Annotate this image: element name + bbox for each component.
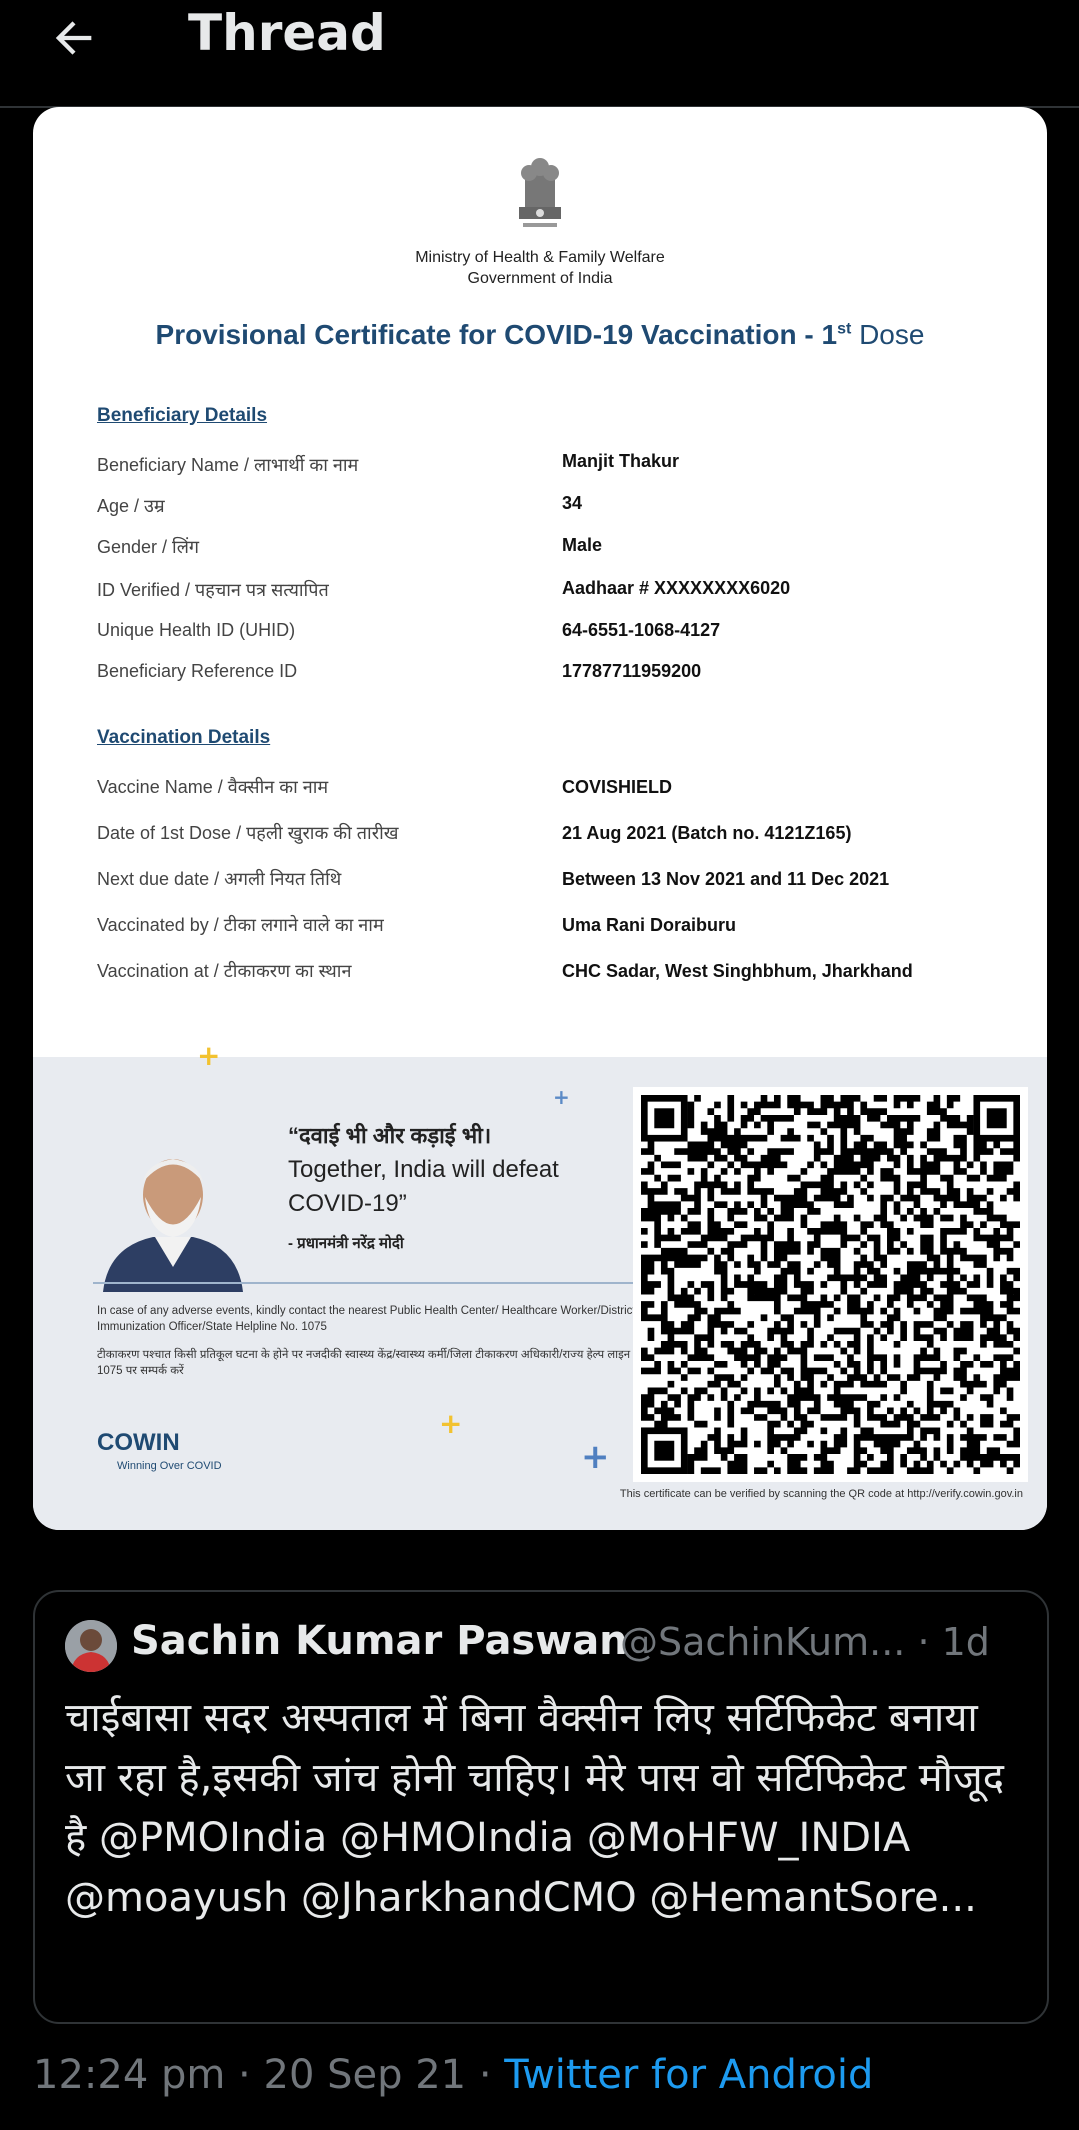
detail-value: 17787711959200 [562, 661, 702, 681]
verify-note: This certificate can be verified by scanning the QR code at http://verify.cowin.gov.in [619, 1488, 1023, 1500]
detail-value: Aadhaar # XXXXXXXX6020 [562, 578, 791, 598]
pm-portrait-icon [93, 1137, 253, 1292]
detail-value: Uma Rani Doraiburu [562, 915, 737, 935]
certificate-image[interactable] [33, 107, 1047, 1530]
back-arrow-icon[interactable] [48, 12, 100, 64]
detail-label: Date of 1st Dose / पहली खुराक की तारीख [97, 823, 399, 843]
quoted-tweet-text: चाईबासा सदर अस्पताल में बिना वैक्सीन लिए सर्टिफिकेट बनाया जा रहा है,इसकी जांच होनी चाहिए। मेरे पास वो सर्टिफिकेट मौजूद है @PMOIndia @HMOIndia @MoHFW_INDIA @moayush @JharkhandCMO @HemantSore... [65, 1695, 1004, 1921]
cowin-logo: COWIN [97, 1429, 180, 1456]
qr-code-icon[interactable] [633, 1087, 1028, 1482]
detail-label: Vaccinated by / टीका लगाने वाले का नाम [97, 915, 384, 935]
quote-signature: - प्रधानमंत्री नरेंद्र मोदी [288, 1235, 404, 1252]
avatar[interactable] [65, 1620, 117, 1672]
national-emblem-icon [505, 147, 575, 237]
detail-label: ID Verified / पहचान पत्र सत्यापित [97, 580, 329, 600]
government-line: Government of India [467, 270, 613, 287]
detail-label: Vaccination at / टीकाकरण का स्थान [97, 961, 352, 981]
detail-label: Next due date / अगली नियत तिथि [97, 869, 342, 889]
detail-label: Beneficiary Name / लाभार्थी का नाम [97, 455, 359, 475]
top-bar [0, 0, 1079, 108]
tweet-source-link[interactable]: Twitter for Android [504, 2052, 874, 2098]
helpline-hindi: टीकाकरण पश्चात किसी प्रतिकूल घटना के होने पर नजदीकी स्वास्थ्य केंद्र/स्वास्थ्य कर्मी/जिला टीकाकरण अधिकारी/राज्य हेल्प लाइन 1075 पर सम्पर्क करें [97, 1349, 631, 1377]
plus-decoration-icon: + [439, 1407, 463, 1440]
detail-value: 64-6551-1068-4127 [562, 620, 721, 640]
cowin-tagline: Winning Over COVID [117, 1460, 222, 1472]
page-title: Thread [188, 4, 386, 62]
quote-hindi: “दवाई भी और कड़ाई भी। [288, 1123, 492, 1148]
quoted-tweet[interactable] [33, 1590, 1049, 2024]
plus-decoration-icon: + [553, 1085, 570, 1109]
plus-decoration-icon: + [581, 1437, 610, 1477]
detail-value: COVISHIELD [562, 777, 673, 797]
tweet-meta [33, 2052, 873, 2098]
detail-value: CHC Sadar, West Singhbhum, Jharkhand [562, 961, 913, 981]
detail-value: Manjit Thakur [562, 451, 680, 471]
quoted-author-name[interactable]: Sachin Kumar Paswan [131, 1618, 628, 1664]
quote-english: Together, India will defeat COVID-19” [288, 1156, 559, 1217]
footer-divider [93, 1282, 653, 1284]
detail-value: 34 [562, 493, 583, 513]
ministry-line: Ministry of Health & Family Welfare [415, 249, 665, 266]
beneficiary-heading: Beneficiary Details [97, 405, 268, 426]
detail-label: Vaccine Name / वैक्सीन का नाम [97, 777, 329, 797]
quoted-author-handle: @SachinKum... · 1d [620, 1620, 990, 1664]
detail-label: Beneficiary Reference ID [97, 661, 298, 681]
detail-value: Male [562, 535, 603, 555]
tweet-timestamp: 12:24 pm · 20 Sep 21 · [33, 2052, 505, 2098]
detail-value: Between 13 Nov 2021 and 11 Dec 2021 [562, 869, 890, 889]
detail-value: 21 Aug 2021 (Batch no. 4121Z165) [562, 823, 852, 843]
detail-label: Gender / लिंग [97, 537, 200, 557]
ministry-header [33, 247, 1047, 289]
plus-decoration-icon: + [197, 1039, 221, 1072]
detail-label: Age / उम्र [97, 496, 165, 516]
helpline-english: In case of any adverse events, kindly contact the nearest Public Health Center/ Healthcare Worker/District Immunization Officer/State Helpline No. 1075 [97, 1305, 636, 1333]
vaccination-heading: Vaccination Details [97, 727, 271, 748]
certificate-title: Provisional Certificate for COVID-19 Vaccination - 1st Dose [155, 319, 925, 350]
pm-quote [288, 1119, 618, 1261]
detail-label: Unique Health ID (UHID) [97, 620, 296, 640]
